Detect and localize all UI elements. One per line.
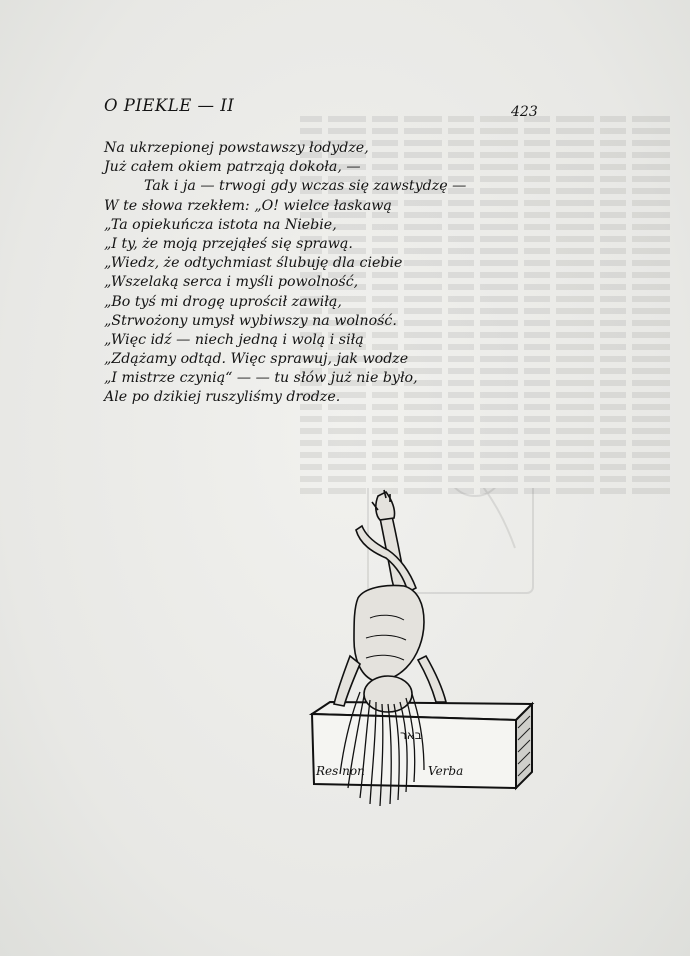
running-head: O PIEKLE — II [104, 96, 235, 115]
verse-line: „Zdążamy odtąd. Więc sprawuj, jak wodze [104, 351, 409, 368]
verse-line: Na ukrzepionej powstawszy łodydze, [104, 140, 369, 156]
verse-line: „Więc idź — niech jedną i wolą i siłą [104, 331, 364, 348]
verse-line: „I mistrze czynią“ — — tu słów już nie było, [104, 370, 418, 387]
verse-line: Ale po dzikiej ruszyliśmy drodze. [104, 389, 341, 406]
page-number: 423 [511, 104, 538, 120]
verse-block [104, 139, 544, 408]
verse-line: „Bo tyś mi drogę uprościł zawiłą, [104, 293, 342, 310]
verse-line: Już całem okiem patrzają dokoła, — [104, 159, 361, 176]
engraving-svg [300, 488, 540, 808]
verse-line: „I ty, że moją przejąłeś się sprawą. [104, 235, 353, 252]
box-hebrew-label: באר [400, 728, 422, 742]
verse-line: „Wiedz, że odtychmiast ślubuję dla ciebie [104, 255, 403, 272]
verse-line: „Ta opiekuńcza istota na Niebie, [104, 216, 337, 233]
box-motto-left: Res non [316, 764, 365, 778]
verse-line: „Wszelaką serca i myśli powolność, [104, 274, 359, 291]
figure [334, 490, 446, 712]
illustration-inverted-figure-on-box [300, 488, 540, 808]
box-motto-right: Verba [428, 764, 464, 778]
verse-line: Tak i ja — trwogi gdy wczas się zawstydzę — [144, 178, 467, 195]
verse-line: „Strwożony umysł wybiwszy na wolność. [104, 312, 397, 329]
verse-line: W te słowa rzekłem: „O! wielce łaskawą [104, 197, 392, 214]
